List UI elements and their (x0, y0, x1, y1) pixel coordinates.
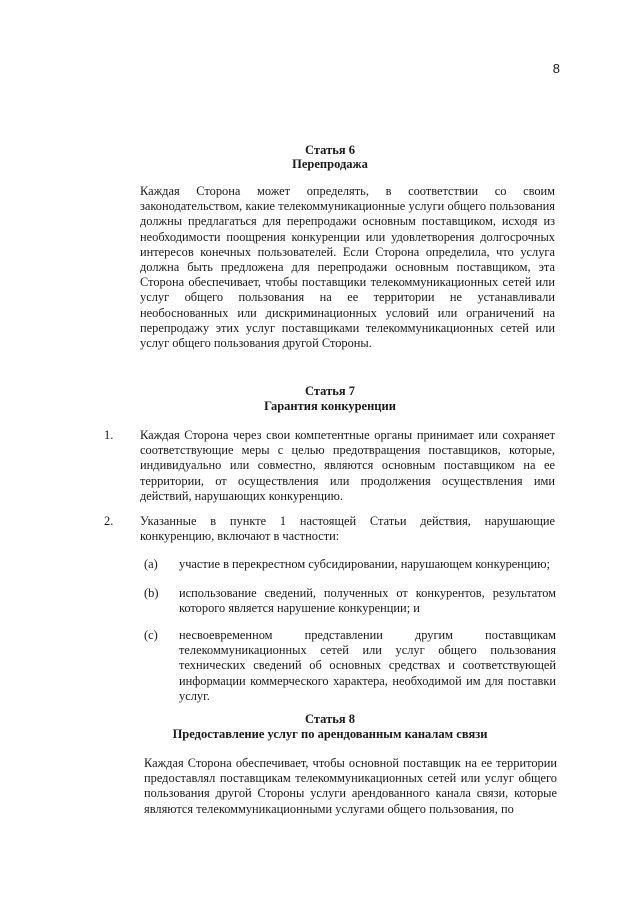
list-item-a-text: участие в перекрестном субсидировании, нарушающем конкуренцию; (179, 557, 550, 571)
list-item-b-label: (b) (144, 586, 159, 600)
article-8-number: Статья 8 (305, 712, 355, 726)
list-item-c-label: (c) (144, 628, 158, 642)
list-item-a-label: (a) (144, 557, 158, 571)
article-7-paragraph-2-number: 2. (104, 514, 114, 528)
article-6-text: Каждая Сторона может определять, в соответствии со своим законодательством, какие телекоммуникационные услуги общего пользования должны предлагаться для перепродажи основным поставщиком, исходя из необходимости поощрения конкуренции или удовлетворения долгосрочных интересов конечных пользователей. Если Сторона определила, что услуга должна быть предложена для перепродажи основным поставщиком, эта Сторона обеспечивает, чтобы поставщики телекоммуникационных сетей или услуг общего пользования на ее территории не устанавливали необоснованных или дискриминационных условий или ограничений на перепродажу этих услуг поставщиками телекоммуникационных сетей или услуг общего пользования другой Стороны. (140, 184, 555, 351)
article-7-paragraph-1-number: 1. (104, 428, 114, 442)
article-7-number: Статья 7 (305, 384, 355, 398)
article-7-paragraph-1-text: Каждая Сторона через свои компетентные органы принимает или сохраняет соответствующие меры с целью предотвращения поставщиков, которые, индивидуально или совместно, являются основным поставщиком на ее территории, от осуществления или продолжения осуществления ими действий, нарушающих конкуренцию. (140, 428, 555, 503)
list-item-b-text: использование сведений, полученных от конкурентов, результатом которого является нарушение конкуренции; и (179, 586, 556, 616)
article-8-title: Предоставление услуг по арендованным каналам связи (172, 727, 488, 741)
list-item-c-text: несвоевременном представлении другим поставщикам телекоммуникационных сетей или услуг общего пользования технических сведений об основных средствах и соответствующей информации коммерческого характера, необходимой им для поставки услуг. (179, 628, 556, 703)
article-6-number: Статья 6 (305, 143, 355, 157)
article-6-title: Перепродажа (292, 157, 368, 171)
article-7-paragraph-2-text: Указанные в пункте 1 настоящей Статьи действия, нарушающие конкуренцию, включают в частности: (140, 514, 555, 544)
article-7-title: Гарантия конкуренции (264, 399, 396, 413)
article-8-text: Каждая Сторона обеспечивает, чтобы основной поставщик на ее территории предоставлял поставщикам телекоммуникационных сетей или услуг общего пользования другой Стороны услуги арендованного канала связи, которые являются телекоммуникационными услугами общего пользования, по (144, 756, 557, 816)
page-number: 8 (552, 61, 560, 76)
